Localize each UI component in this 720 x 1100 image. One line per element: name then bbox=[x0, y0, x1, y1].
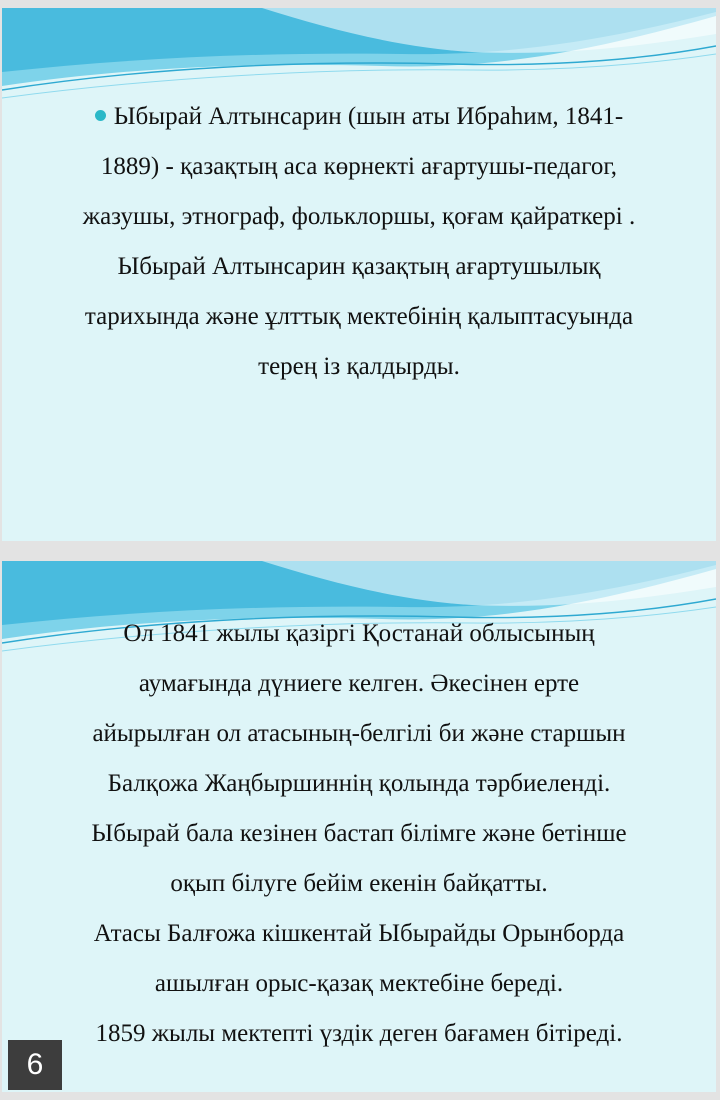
text-line: аумағында дүниеге келген. Әкесінен ерте bbox=[138, 670, 580, 697]
text-line: Ыбырай Алтынсарин қазақтың ағартушылық bbox=[117, 253, 601, 280]
slide-1-text bbox=[32, 92, 686, 392]
text-line: ашылған орыс-қазақ мектебіне береді. bbox=[154, 970, 564, 997]
text-line: оқып білуге бейім екенін байқатты. bbox=[170, 870, 548, 897]
text-line: Ол 1841 жылы қазіргі Қостанай облысының bbox=[123, 620, 595, 647]
text-line: Балқожа Жаңбыршиннің қолында тәрбиеленді. bbox=[107, 770, 611, 797]
text-line: 1859 жылы мектепті үздік деген бағамен бітіреді. bbox=[95, 1020, 623, 1047]
slide-1 bbox=[2, 8, 716, 541]
text-line: Ыбырай бала кезінен бастап білімге және бетінше bbox=[91, 820, 627, 847]
slide-2 bbox=[2, 561, 716, 1092]
text-line: айырылған ол атасының-белгілі би және старшын bbox=[92, 720, 626, 747]
text-line: 1889) - қазақтың аса көрнекті ағартушы-педагог, bbox=[100, 153, 618, 180]
slide-2-text bbox=[32, 609, 686, 1059]
slide-number-badge: 6 bbox=[8, 1040, 62, 1090]
text-line: тарихында және ұлттық мектебінің қалыптасуында bbox=[84, 303, 634, 330]
bullet-icon bbox=[95, 110, 106, 121]
text-line: Атасы Балғожа кішкентай Ыбырайды Орынборда bbox=[93, 920, 625, 947]
text-line: Ыбырай Алтынсарин (шын аты Ибраһим, 1841- bbox=[32, 92, 686, 142]
text-line: жазушы, этнограф, фольклоршы, қоғам қайраткері . bbox=[82, 203, 636, 230]
text-line: терең із қалдырды. bbox=[258, 353, 460, 380]
